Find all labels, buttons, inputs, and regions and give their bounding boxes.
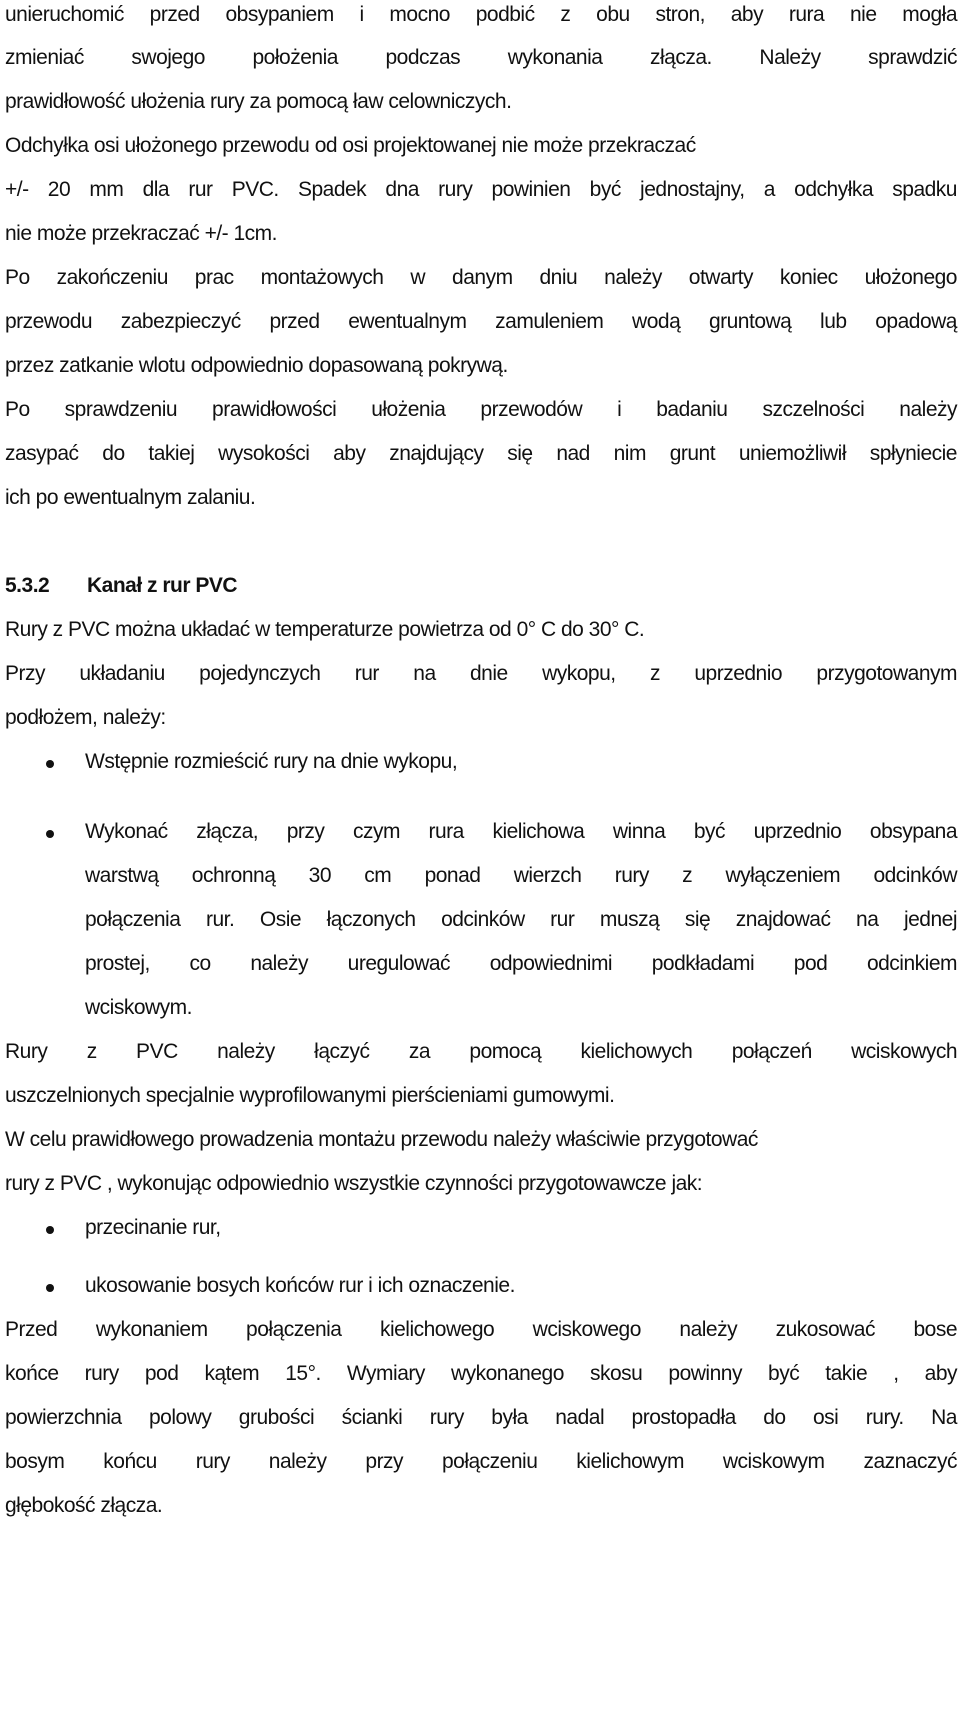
text-line: uszczelnionych specjalnie wyprofilowanymi pierścieniami gumowymi. xyxy=(5,1084,615,1107)
text-line: końce rury pod kątem 15°. Wymiary wykonanego skosu powinny być takie , aby xyxy=(5,1362,957,1385)
list-item: Wykonać złącza, przy czym rura kielichowa winna być uprzednio obsypana xyxy=(85,820,957,843)
text-line: Po zakończeniu prac montażowych w danym dniu należy otwarty koniec ułożonego xyxy=(5,266,957,289)
text-line: bosym końcu rury należy przy połączeniu kielichowym wciskowym zaznaczyć xyxy=(5,1450,957,1473)
bullet-icon xyxy=(46,1226,54,1234)
text-line: Rury z PVC można układać w temperaturze powietrza od 0° C do 30° C. xyxy=(5,618,645,641)
list-item: przecinanie rur, xyxy=(85,1216,221,1239)
text-line: nie może przekraczać +/- 1cm. xyxy=(5,222,278,245)
text-line: ich po ewentualnym zalaniu. xyxy=(5,486,256,509)
list-item: ukosowanie bosych końców rur i ich oznaczenie. xyxy=(85,1274,515,1297)
text-line: przewodu zabezpieczyć przed ewentualnym zamuleniem wodą gruntową lub opadową xyxy=(5,310,957,333)
section-title: Kanał z rur PVC xyxy=(87,574,238,597)
bullet-icon xyxy=(46,830,54,838)
text-line: Odchyłka osi ułożonego przewodu od osi projektowanej nie może przekraczać xyxy=(5,134,696,157)
text-line: Przed wykonaniem połączenia kielichowego wciskowego należy zukosować bose xyxy=(5,1318,957,1341)
text-line: +/- 20 mm dla rur PVC. Spadek dna rury powinien być jednostajny, a odchyłka spadku xyxy=(5,178,957,201)
bullet-icon xyxy=(46,760,54,768)
bullet-icon xyxy=(46,1284,54,1292)
text-line: zmieniać swojego położenia podczas wykonania złącza. Należy sprawdzić xyxy=(5,46,957,69)
list-item: Wstępnie rozmieścić rury na dnie wykopu, xyxy=(85,750,458,773)
text-line: prawidłowość ułożenia rury za pomocą ław celowniczych. xyxy=(5,90,512,113)
text-line: podłożem, należy: xyxy=(5,706,166,729)
text-line: Po sprawdzeniu prawidłowości ułożenia przewodów i badaniu szczelności należy xyxy=(5,398,957,421)
text-line: przez zatkanie wlotu odpowiednio dopasowaną pokrywą. xyxy=(5,354,508,377)
section-heading xyxy=(5,572,957,600)
text-line: Rury z PVC należy łączyć za pomocą kielichowych połączeń wciskowych xyxy=(5,1040,957,1063)
text-line: rury z PVC , wykonując odpowiednio wszystkie czynności przygotowawcze jak: xyxy=(5,1172,703,1195)
text-line: Przy układaniu pojedynczych rur na dnie wykopu, z uprzednio przygotowanym xyxy=(5,662,957,685)
text-line: W celu prawidłowego prowadzenia montażu przewodu należy właściwie przygotować xyxy=(5,1128,758,1151)
text-line: głębokość złącza. xyxy=(5,1494,163,1517)
list-item-line: prostej, co należy uregulować odpowiednimi podkładami pod odcinkiem xyxy=(85,952,957,975)
list-item-line: połączenia rur. Osie łączonych odcinków rur muszą się znajdować na jednej xyxy=(85,908,957,931)
list-item-line: warstwą ochronną 30 cm ponad wierzch rury z wyłączeniem odcinków xyxy=(85,864,957,887)
text-line: zasypać do takiej wysokości aby znajdujący się nad nim grunt uniemożliwił spłyniecie xyxy=(5,442,957,465)
text-line: unieruchomić przed obsypaniem i mocno podbić z obu stron, aby rura nie mogła xyxy=(5,3,957,26)
list-item-line: wciskowym. xyxy=(85,996,193,1019)
text-line: powierzchnia polowy grubości ścianki rury była nadal prostopadła do osi rury. Na xyxy=(5,1406,957,1429)
section-number: 5.3.2 xyxy=(5,574,50,597)
